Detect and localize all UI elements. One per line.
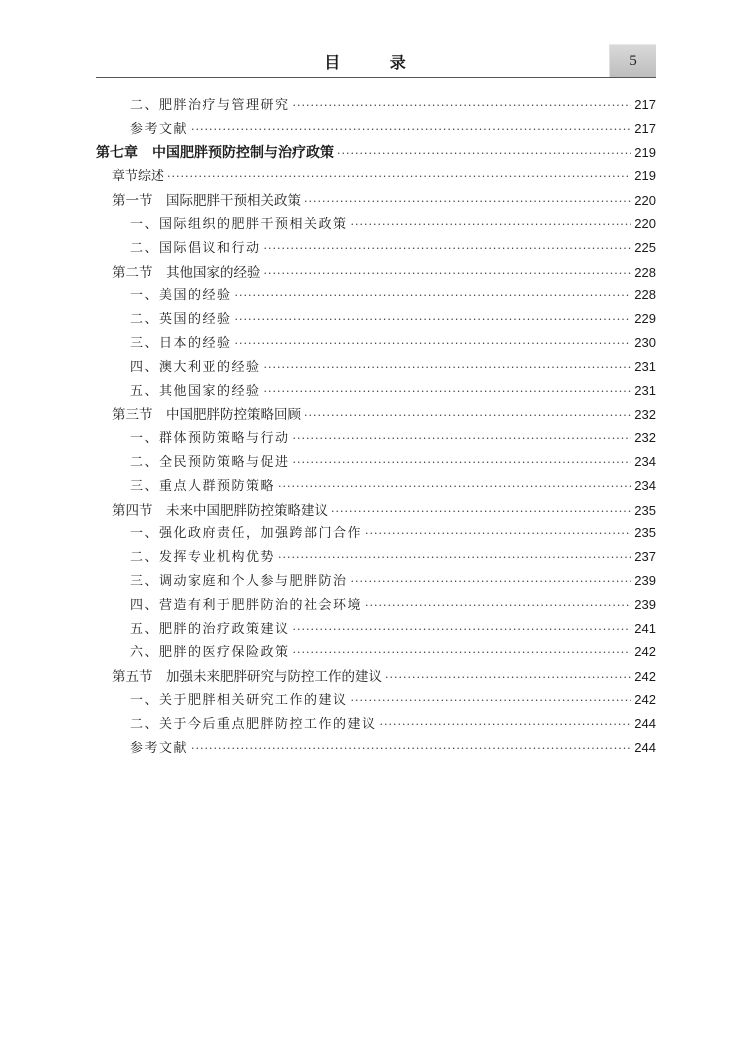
toc-entry-page: 229 bbox=[634, 311, 656, 327]
toc-entry-title: 二、肥胖治疗与管理研究 bbox=[130, 98, 290, 113]
dot-leader bbox=[191, 123, 631, 136]
toc-entry[interactable] bbox=[96, 689, 656, 713]
toc-entry[interactable] bbox=[96, 451, 656, 475]
dot-leader bbox=[293, 623, 632, 636]
toc-entry[interactable] bbox=[96, 570, 656, 594]
toc-entry-title: 一、国际组织的肥胖干预相关政策 bbox=[130, 216, 348, 232]
toc-entry-page: 220 bbox=[634, 193, 656, 209]
toc-entry[interactable] bbox=[96, 237, 656, 261]
toc-entry[interactable] bbox=[96, 308, 656, 332]
toc-entry-title: 第二节 其他国家的经验 bbox=[112, 264, 261, 280]
dot-leader bbox=[191, 742, 631, 755]
dot-leader bbox=[365, 599, 631, 612]
toc-entry-title: 参考文献 bbox=[130, 740, 189, 756]
toc-entry-page: 232 bbox=[634, 407, 656, 423]
toc-entry-page: 239 bbox=[634, 596, 656, 612]
toc-entry-title: 章节综述 bbox=[112, 168, 165, 184]
toc-entry[interactable] bbox=[96, 165, 656, 189]
toc-entry[interactable] bbox=[96, 475, 656, 499]
toc-entry-title: 第五节 加强未来肥胖研究与防控工作的建议 bbox=[112, 669, 382, 685]
table-of-contents bbox=[96, 94, 656, 760]
toc-entry-page: 242 bbox=[634, 691, 656, 707]
toc-entry[interactable] bbox=[96, 332, 656, 356]
dot-leader bbox=[264, 361, 632, 374]
toc-entry-page: 228 bbox=[634, 287, 656, 303]
toc-entry-page: 228 bbox=[634, 264, 656, 280]
dot-leader bbox=[293, 99, 632, 112]
toc-entry-page: 220 bbox=[634, 215, 656, 231]
toc-entry[interactable] bbox=[96, 546, 656, 570]
toc-entry-page: 225 bbox=[634, 239, 656, 255]
dot-leader bbox=[293, 456, 632, 469]
toc-entry-title: 五、肥胖的治疗政策建议 bbox=[130, 621, 290, 637]
dot-leader bbox=[365, 527, 631, 540]
toc-entry-title: 二、全民预防策略与促进 bbox=[130, 454, 290, 470]
toc-entry-page: 219 bbox=[634, 168, 656, 184]
toc-entry-title: 五、其他国家的经验 bbox=[130, 383, 261, 399]
toc-entry-page: 231 bbox=[634, 358, 656, 374]
toc-entry-title: 二、关于今后重点肥胖防控工作的建议 bbox=[130, 716, 377, 732]
toc-entry-title: 一、关于肥胖相关研究工作的建议 bbox=[130, 692, 348, 708]
toc-entry-title: 第一节 国际肥胖干预相关政策 bbox=[112, 193, 301, 209]
toc-entry-page: 242 bbox=[634, 669, 656, 685]
toc-entry-page: 217 bbox=[634, 120, 656, 136]
toc-entry[interactable] bbox=[96, 142, 656, 166]
toc-entry[interactable] bbox=[96, 522, 656, 546]
toc-entry-title: 三、重点人群预防策略 bbox=[130, 478, 276, 494]
toc-entry[interactable] bbox=[96, 641, 656, 665]
dot-leader bbox=[331, 505, 631, 518]
dot-leader bbox=[293, 432, 632, 445]
toc-entry-page: 234 bbox=[634, 477, 656, 493]
toc-entry-page: 231 bbox=[634, 382, 656, 398]
toc-entry[interactable] bbox=[96, 737, 656, 761]
dot-leader bbox=[304, 195, 631, 208]
toc-entry-title: 二、英国的经验 bbox=[130, 312, 232, 328]
dot-leader bbox=[235, 289, 632, 302]
toc-entry[interactable] bbox=[96, 713, 656, 737]
dot-leader bbox=[385, 671, 631, 684]
toc-entry-page: 237 bbox=[634, 549, 656, 565]
toc-entry-title: 二、国际倡议和行动 bbox=[130, 240, 261, 256]
dot-leader bbox=[278, 551, 631, 564]
toc-entry-page: 244 bbox=[634, 739, 656, 755]
toc-entry-page: 241 bbox=[634, 620, 656, 636]
toc-entry-title: 三、调动家庭和个人参与肥胖防治 bbox=[130, 573, 348, 589]
toc-entry[interactable] bbox=[96, 118, 656, 142]
toc-entry-title: 一、美国的经验 bbox=[130, 288, 232, 304]
header-title: 目 录 bbox=[324, 53, 428, 72]
toc-entry-title: 六、肥胖的医疗保险政策 bbox=[130, 645, 290, 661]
toc-entry[interactable] bbox=[96, 284, 656, 308]
toc-entry-page: 234 bbox=[634, 453, 656, 469]
toc-entry-title: 四、营造有利于肥胖防治的社会环境 bbox=[130, 597, 363, 613]
toc-entry-title: 一、强化政府责任，加强跨部门合作 bbox=[130, 526, 363, 542]
toc-entry-title: 第三节 中国肥胖防控策略回顾 bbox=[112, 407, 301, 423]
dot-leader bbox=[264, 242, 632, 255]
toc-entry-title: 参考文献 bbox=[130, 121, 189, 137]
toc-entry-title: 第七章 中国肥胖预防控制与治疗政策 bbox=[96, 143, 334, 160]
dot-leader bbox=[351, 694, 632, 707]
dot-leader bbox=[235, 337, 632, 350]
toc-entry[interactable] bbox=[96, 665, 656, 689]
dot-leader bbox=[235, 313, 632, 326]
toc-entry-title: 一、群体预防策略与行动 bbox=[130, 431, 290, 447]
dot-leader bbox=[380, 718, 632, 731]
toc-entry[interactable] bbox=[96, 94, 656, 118]
toc-entry[interactable] bbox=[96, 403, 656, 427]
toc-entry-page: 230 bbox=[634, 334, 656, 350]
toc-entry[interactable] bbox=[96, 618, 656, 642]
page-number-badge: 5 bbox=[609, 44, 656, 77]
toc-entry-page: 242 bbox=[634, 644, 656, 660]
toc-entry[interactable] bbox=[96, 427, 656, 451]
toc-entry-page: 244 bbox=[634, 715, 656, 731]
toc-entry[interactable] bbox=[96, 356, 656, 380]
toc-entry[interactable] bbox=[96, 594, 656, 618]
toc-entry-title: 四、澳大利亚的经验 bbox=[130, 359, 261, 375]
toc-entry-page: 219 bbox=[634, 144, 656, 160]
dot-leader bbox=[351, 218, 632, 231]
dot-leader bbox=[264, 267, 632, 280]
dot-leader bbox=[337, 147, 631, 160]
toc-entry[interactable] bbox=[96, 499, 656, 523]
toc-entry-page: 235 bbox=[634, 502, 656, 518]
dot-leader bbox=[293, 646, 632, 659]
toc-entry-page: 235 bbox=[634, 525, 656, 541]
header-rule bbox=[96, 77, 656, 78]
dot-leader bbox=[264, 385, 632, 398]
toc-entry[interactable] bbox=[96, 189, 656, 213]
page-header bbox=[96, 44, 656, 78]
toc-entry[interactable] bbox=[96, 380, 656, 404]
toc-entry-page: 239 bbox=[634, 572, 656, 588]
dot-leader bbox=[278, 480, 631, 493]
toc-entry-title: 三、日本的经验 bbox=[130, 335, 232, 351]
dot-leader bbox=[304, 409, 631, 422]
toc-entry-title: 第四节 未来中国肥胖防控策略建议 bbox=[112, 502, 328, 518]
toc-entry-title: 二、发挥专业机构优势 bbox=[130, 550, 276, 566]
toc-entry[interactable] bbox=[96, 213, 656, 237]
dot-leader bbox=[351, 575, 632, 588]
dot-leader bbox=[167, 170, 631, 183]
toc-entry-page: 232 bbox=[634, 430, 656, 446]
toc-entry-page: 217 bbox=[634, 97, 656, 112]
toc-entry[interactable] bbox=[96, 261, 656, 285]
